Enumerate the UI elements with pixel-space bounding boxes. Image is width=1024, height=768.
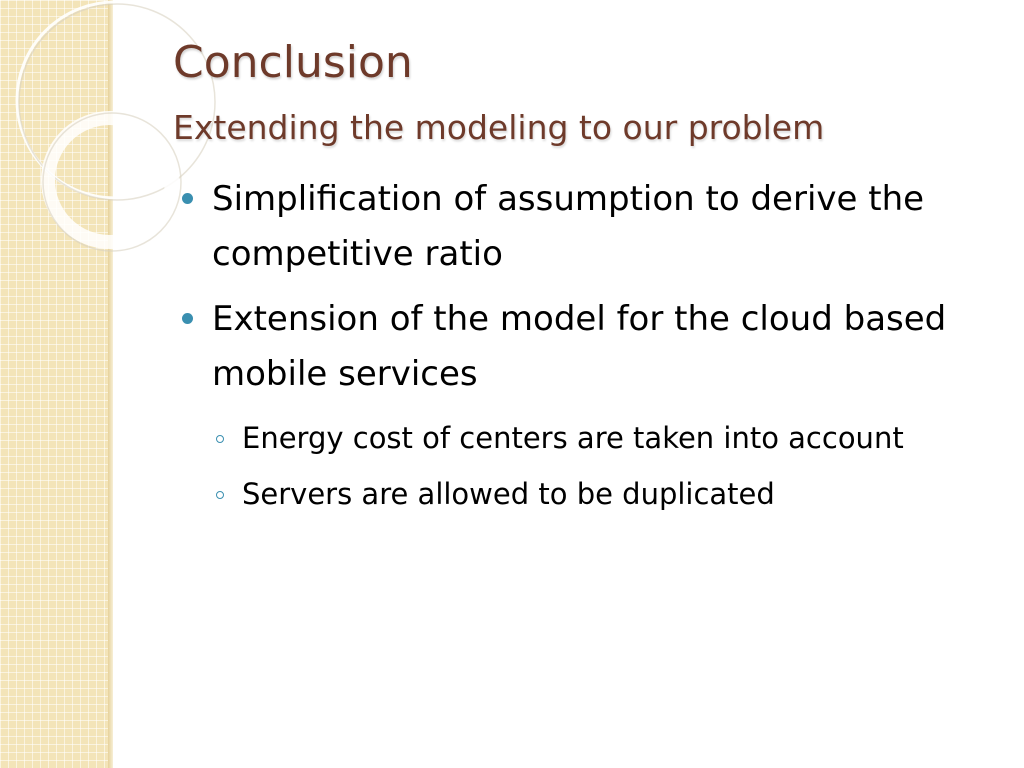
bullet-dot-icon: [182, 313, 193, 324]
bullet-dot-icon: [182, 193, 193, 204]
hollow-circle-icon: [216, 491, 224, 499]
sub-bullet-item: [212, 466, 990, 522]
slide-title: Conclusion: [173, 37, 413, 88]
bullet-text: Extension of the model for the cloud based mobile services: [212, 299, 947, 394]
sub-bullet-item: [212, 410, 990, 466]
bullet-list: [180, 172, 990, 532]
sub-bullet-text: Servers are allowed to be duplicated: [242, 477, 775, 511]
sub-bullet-text: Energy cost of centers are taken into account: [242, 421, 904, 455]
decorative-ring-small: [48, 118, 172, 242]
bullet-text: Simplification of assumption to derive the competitive ratio: [212, 179, 925, 274]
bullet-item: [180, 292, 990, 522]
hollow-circle-icon: [216, 435, 224, 443]
bullet-item: [180, 172, 990, 282]
slide-subtitle: Extending the modeling to our problem: [173, 108, 825, 147]
sub-bullet-list: [212, 410, 990, 522]
